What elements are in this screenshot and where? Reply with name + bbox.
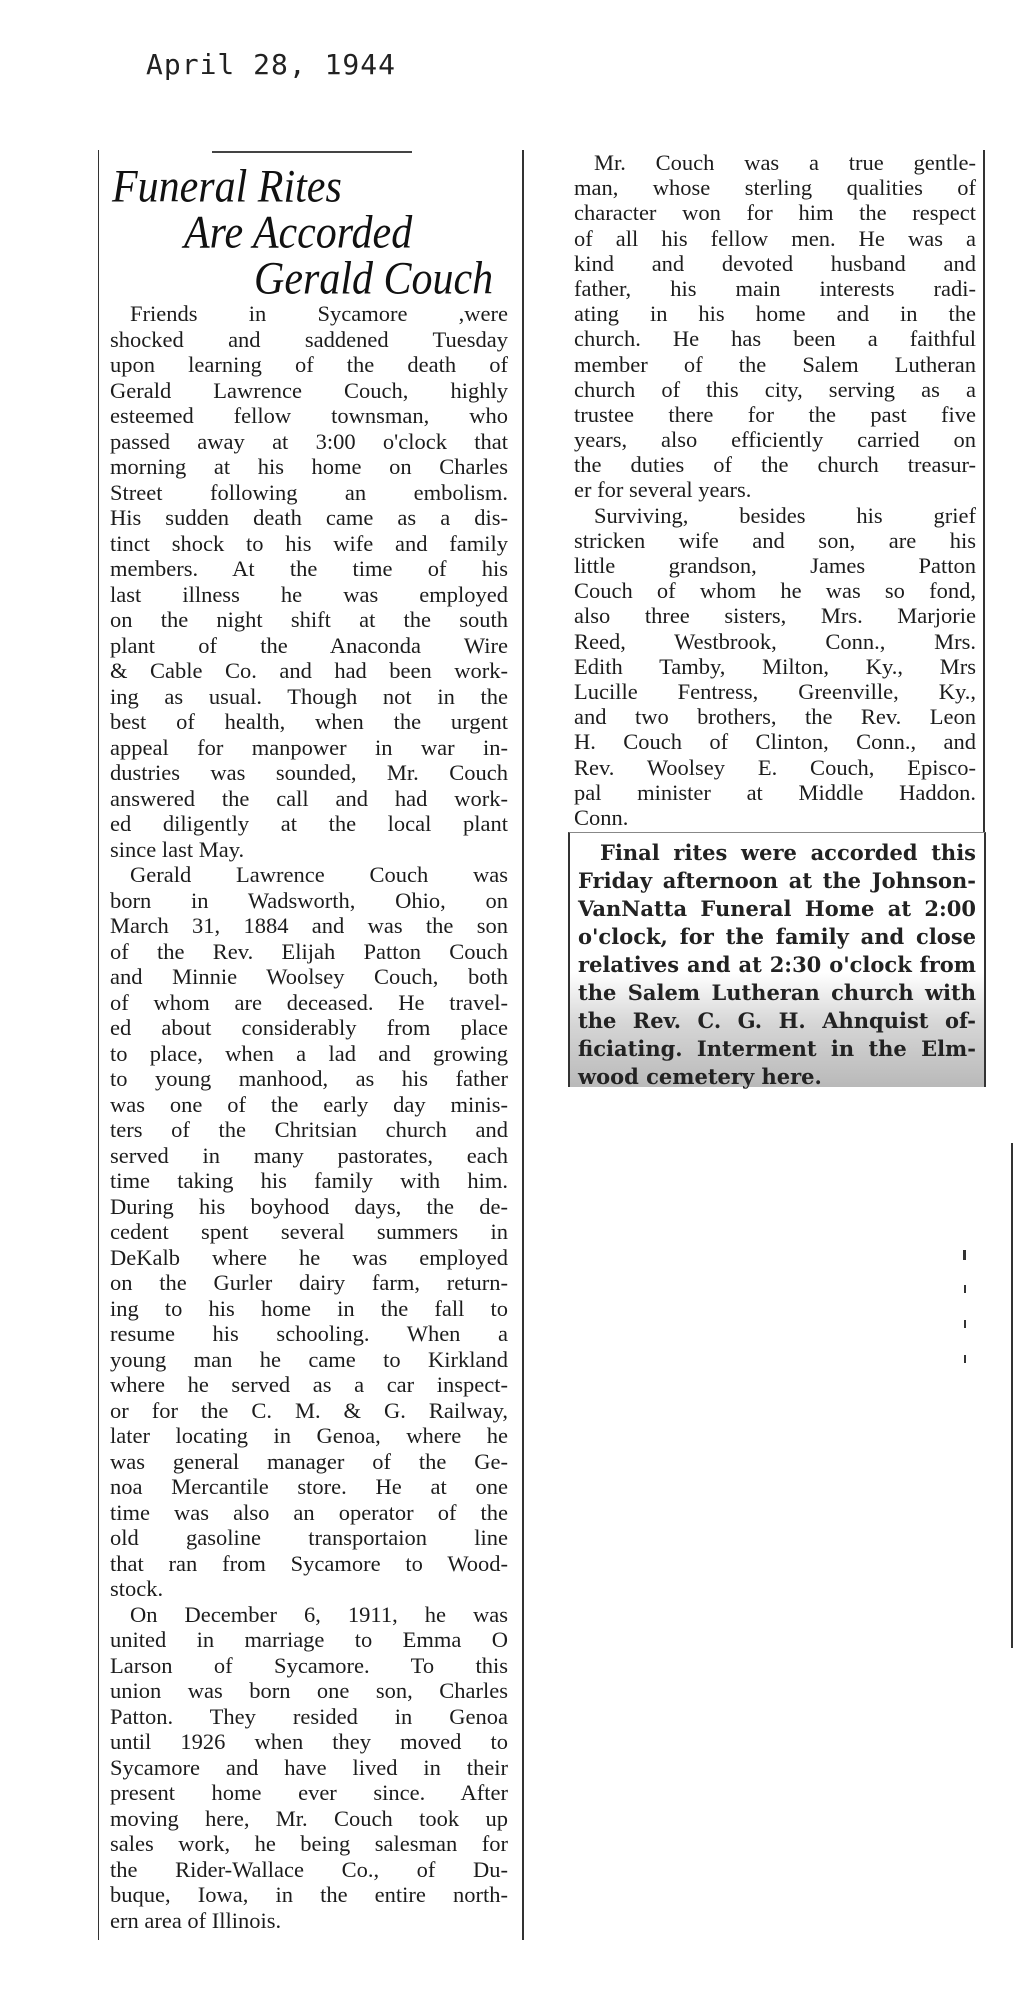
text-line: to young manhood, as his father	[110, 1066, 508, 1091]
text-line: on the night shift at the south	[110, 607, 508, 632]
edge-ink-mark	[964, 1285, 966, 1293]
text-line: March 31, 1884 and was the son	[110, 913, 508, 938]
text-line: His sudden death came as a dis-	[110, 505, 508, 530]
left-column-border	[98, 150, 99, 1940]
text-line: tinct shock to his wife and family	[110, 530, 508, 556]
text-line: dustries was sounded, Mr. Couch	[110, 760, 508, 785]
text-line: shocked and saddened Tuesday	[110, 326, 508, 352]
text-line: Final rites were accorded this	[600, 840, 976, 865]
text-line: ed about considerably from place	[110, 1015, 508, 1040]
text-line: H. Couch of Clinton, Conn., and	[574, 729, 976, 755]
edge-ink-mark	[964, 1355, 966, 1363]
text-line: until 1926 when they moved to	[110, 1729, 508, 1754]
text-line: trustee there for the past five	[574, 401, 976, 427]
text-line: Conn.	[574, 804, 629, 830]
text-line: Gerald Lawrence Couch, highly	[110, 377, 508, 403]
text-line: united in marriage to Emma O	[110, 1627, 508, 1652]
text-line: ters of the Chritsian church and	[110, 1117, 508, 1142]
text-line: character won for him the respect	[574, 200, 976, 226]
text-line: Gerald Lawrence Couch was	[130, 862, 508, 887]
text-line: pal minister at Middle Haddon.	[574, 779, 976, 805]
text-line: the Rider-Wallace Co., of Du-	[110, 1856, 508, 1882]
text-line: of the Rev. Elijah Patton Couch	[110, 938, 508, 964]
text-line: cedent spent several summers in	[110, 1219, 508, 1244]
text-line: wood cemetery here.	[578, 1064, 822, 1089]
text-line: old gasoline transportaion line	[110, 1525, 508, 1550]
text-line: kind and devoted husband and	[574, 250, 976, 276]
headline-line-3: Gerald Couch	[254, 253, 494, 305]
text-line: was one of the early day minis-	[110, 1091, 508, 1117]
text-line: Rev. Woolsey E. Couch, Episco-	[574, 754, 976, 780]
text-line: of whom are deceased. He travel-	[110, 989, 508, 1015]
headline-top-rule	[212, 151, 412, 153]
text-line: the duties of the church treasur-	[574, 452, 976, 478]
text-line: and Minnie Woolsey Couch, both	[110, 964, 508, 989]
text-line: noa Mercantile store. He at one	[110, 1474, 508, 1499]
text-line: resume his schooling. When a	[110, 1321, 508, 1346]
text-line: the Salem Lutheran church with	[578, 980, 976, 1005]
text-line: ficiating. Interment in the Elm-	[578, 1036, 976, 1061]
text-line: to place, when a lad and growing	[110, 1040, 508, 1066]
text-line: also three sisters, Mrs. Marjorie	[574, 603, 976, 629]
text-line: Reed, Westbrook, Conn., Mrs.	[574, 628, 976, 654]
right-article-column	[574, 150, 976, 830]
clipping-date: April 28, 1944	[146, 48, 397, 81]
text-line: that ran from Sycamore to Wood-	[110, 1550, 508, 1576]
text-line: born in Wadsworth, Ohio, on	[110, 887, 508, 913]
text-line: of all his fellow men. He was a	[574, 225, 976, 251]
text-line: Street following an embolism.	[110, 479, 508, 505]
text-line: on the Gurler dairy farm, return-	[110, 1270, 508, 1295]
text-line: ing to his home in the fall to	[110, 1295, 508, 1321]
text-line: passed away at 3:00 o'clock that	[110, 428, 508, 454]
text-line: served in many pastorates, each	[110, 1142, 508, 1168]
text-line: members. At the time of his	[110, 556, 508, 581]
edge-ink-mark	[1011, 1143, 1013, 1648]
headline-line-1: Funeral Rites	[112, 161, 342, 213]
text-line: Larson of Sycamore. To this	[110, 1652, 508, 1678]
text-line: Surviving, besides his grief	[594, 502, 976, 528]
text-line: later locating in Genoa, where he	[110, 1423, 508, 1448]
text-line: since last May.	[110, 836, 245, 862]
text-line: present home ever since. After	[110, 1780, 508, 1805]
right-column-border	[983, 150, 985, 835]
text-line: Friends in Sycamore ,were	[130, 301, 508, 326]
text-line: buque, Iowa, in the entire north-	[110, 1882, 508, 1907]
text-line: where he served as a car inspect-	[110, 1372, 508, 1397]
column-divider-rule	[522, 150, 524, 1940]
text-line: stricken wife and son, are his	[574, 527, 976, 553]
text-line: morning at his home on Charles	[110, 454, 508, 479]
text-line: stock.	[110, 1576, 164, 1601]
text-line: little grandson, James Patton	[574, 553, 976, 578]
text-line: er for several years.	[574, 477, 752, 503]
text-line: Lucille Fentress, Greenville, Ky.,	[574, 678, 976, 704]
text-line: time taking his family with him.	[110, 1168, 508, 1193]
text-line: the Rev. C. G. H. Ahnquist of-	[578, 1008, 976, 1033]
text-line: Couch of whom he was so fond,	[574, 578, 976, 604]
text-line: answered the call and had work-	[110, 785, 508, 811]
text-line: sales work, he being salesman for	[110, 1831, 508, 1856]
text-line: Friday afternoon at the Johnson-	[578, 868, 976, 893]
text-line: years, also efficiently carried on	[574, 427, 976, 453]
text-line: moving here, Mr. Couch took up	[110, 1805, 508, 1831]
text-line: relatives and at 2:30 o'clock from	[578, 952, 976, 977]
text-line: union was born one son, Charles	[110, 1678, 508, 1703]
text-line: ating in his home and in the	[574, 301, 976, 327]
text-line: man, whose sterling qualities of	[574, 175, 976, 201]
text-line: VanNatta Funeral Home at 2:00	[578, 896, 976, 921]
text-line: o'clock, for the family and close	[578, 924, 976, 949]
text-line: Mr. Couch was a true gentle-	[594, 150, 976, 175]
left-article-column	[110, 301, 508, 1933]
text-line: upon learning of the death of	[110, 352, 508, 377]
text-line: & Cable Co. and had been work-	[110, 658, 508, 683]
text-line: plant of the Anaconda Wire	[110, 632, 508, 658]
text-line: last illness he was employed	[110, 581, 508, 607]
text-line: church. He has been a faithful	[574, 326, 976, 352]
text-line: Sycamore and have lived in their	[110, 1754, 508, 1780]
text-line: and two brothers, the Rev. Leon	[574, 704, 976, 730]
text-line: appeal for manpower in war in-	[110, 734, 508, 760]
text-line: Patton. They resided in Genoa	[110, 1703, 508, 1729]
text-line: church of this city, serving as a	[574, 376, 976, 402]
edge-ink-mark	[963, 1250, 966, 1260]
text-line: Edith Tamby, Milton, Ky., Mrs	[574, 653, 976, 679]
text-line: ed diligently at the local plant	[110, 811, 508, 836]
text-line: During his boyhood days, the de-	[110, 1193, 508, 1219]
text-line: On December 6, 1911, he was	[130, 1601, 508, 1627]
final-rites-clipping	[568, 832, 986, 1087]
text-line: ing as usual. Though not in the	[110, 683, 508, 709]
text-line: young man he came to Kirkland	[110, 1346, 508, 1372]
text-line: father, his main interests radi-	[574, 275, 976, 301]
text-line: ern area of Illinois.	[110, 1907, 282, 1933]
edge-ink-mark	[964, 1320, 966, 1328]
text-line: was general manager of the Ge-	[110, 1448, 508, 1474]
headline-line-2: Are Accorded	[184, 207, 413, 259]
text-line: DeKalb where he was employed	[110, 1244, 508, 1270]
text-line: time was also an operator of the	[110, 1499, 508, 1525]
text-line: esteemed fellow townsman, who	[110, 403, 508, 428]
text-line: best of health, when the urgent	[110, 709, 508, 734]
text-line: member of the Salem Lutheran	[574, 351, 976, 377]
text-line: or for the C. M. & G. Railway,	[110, 1397, 508, 1423]
